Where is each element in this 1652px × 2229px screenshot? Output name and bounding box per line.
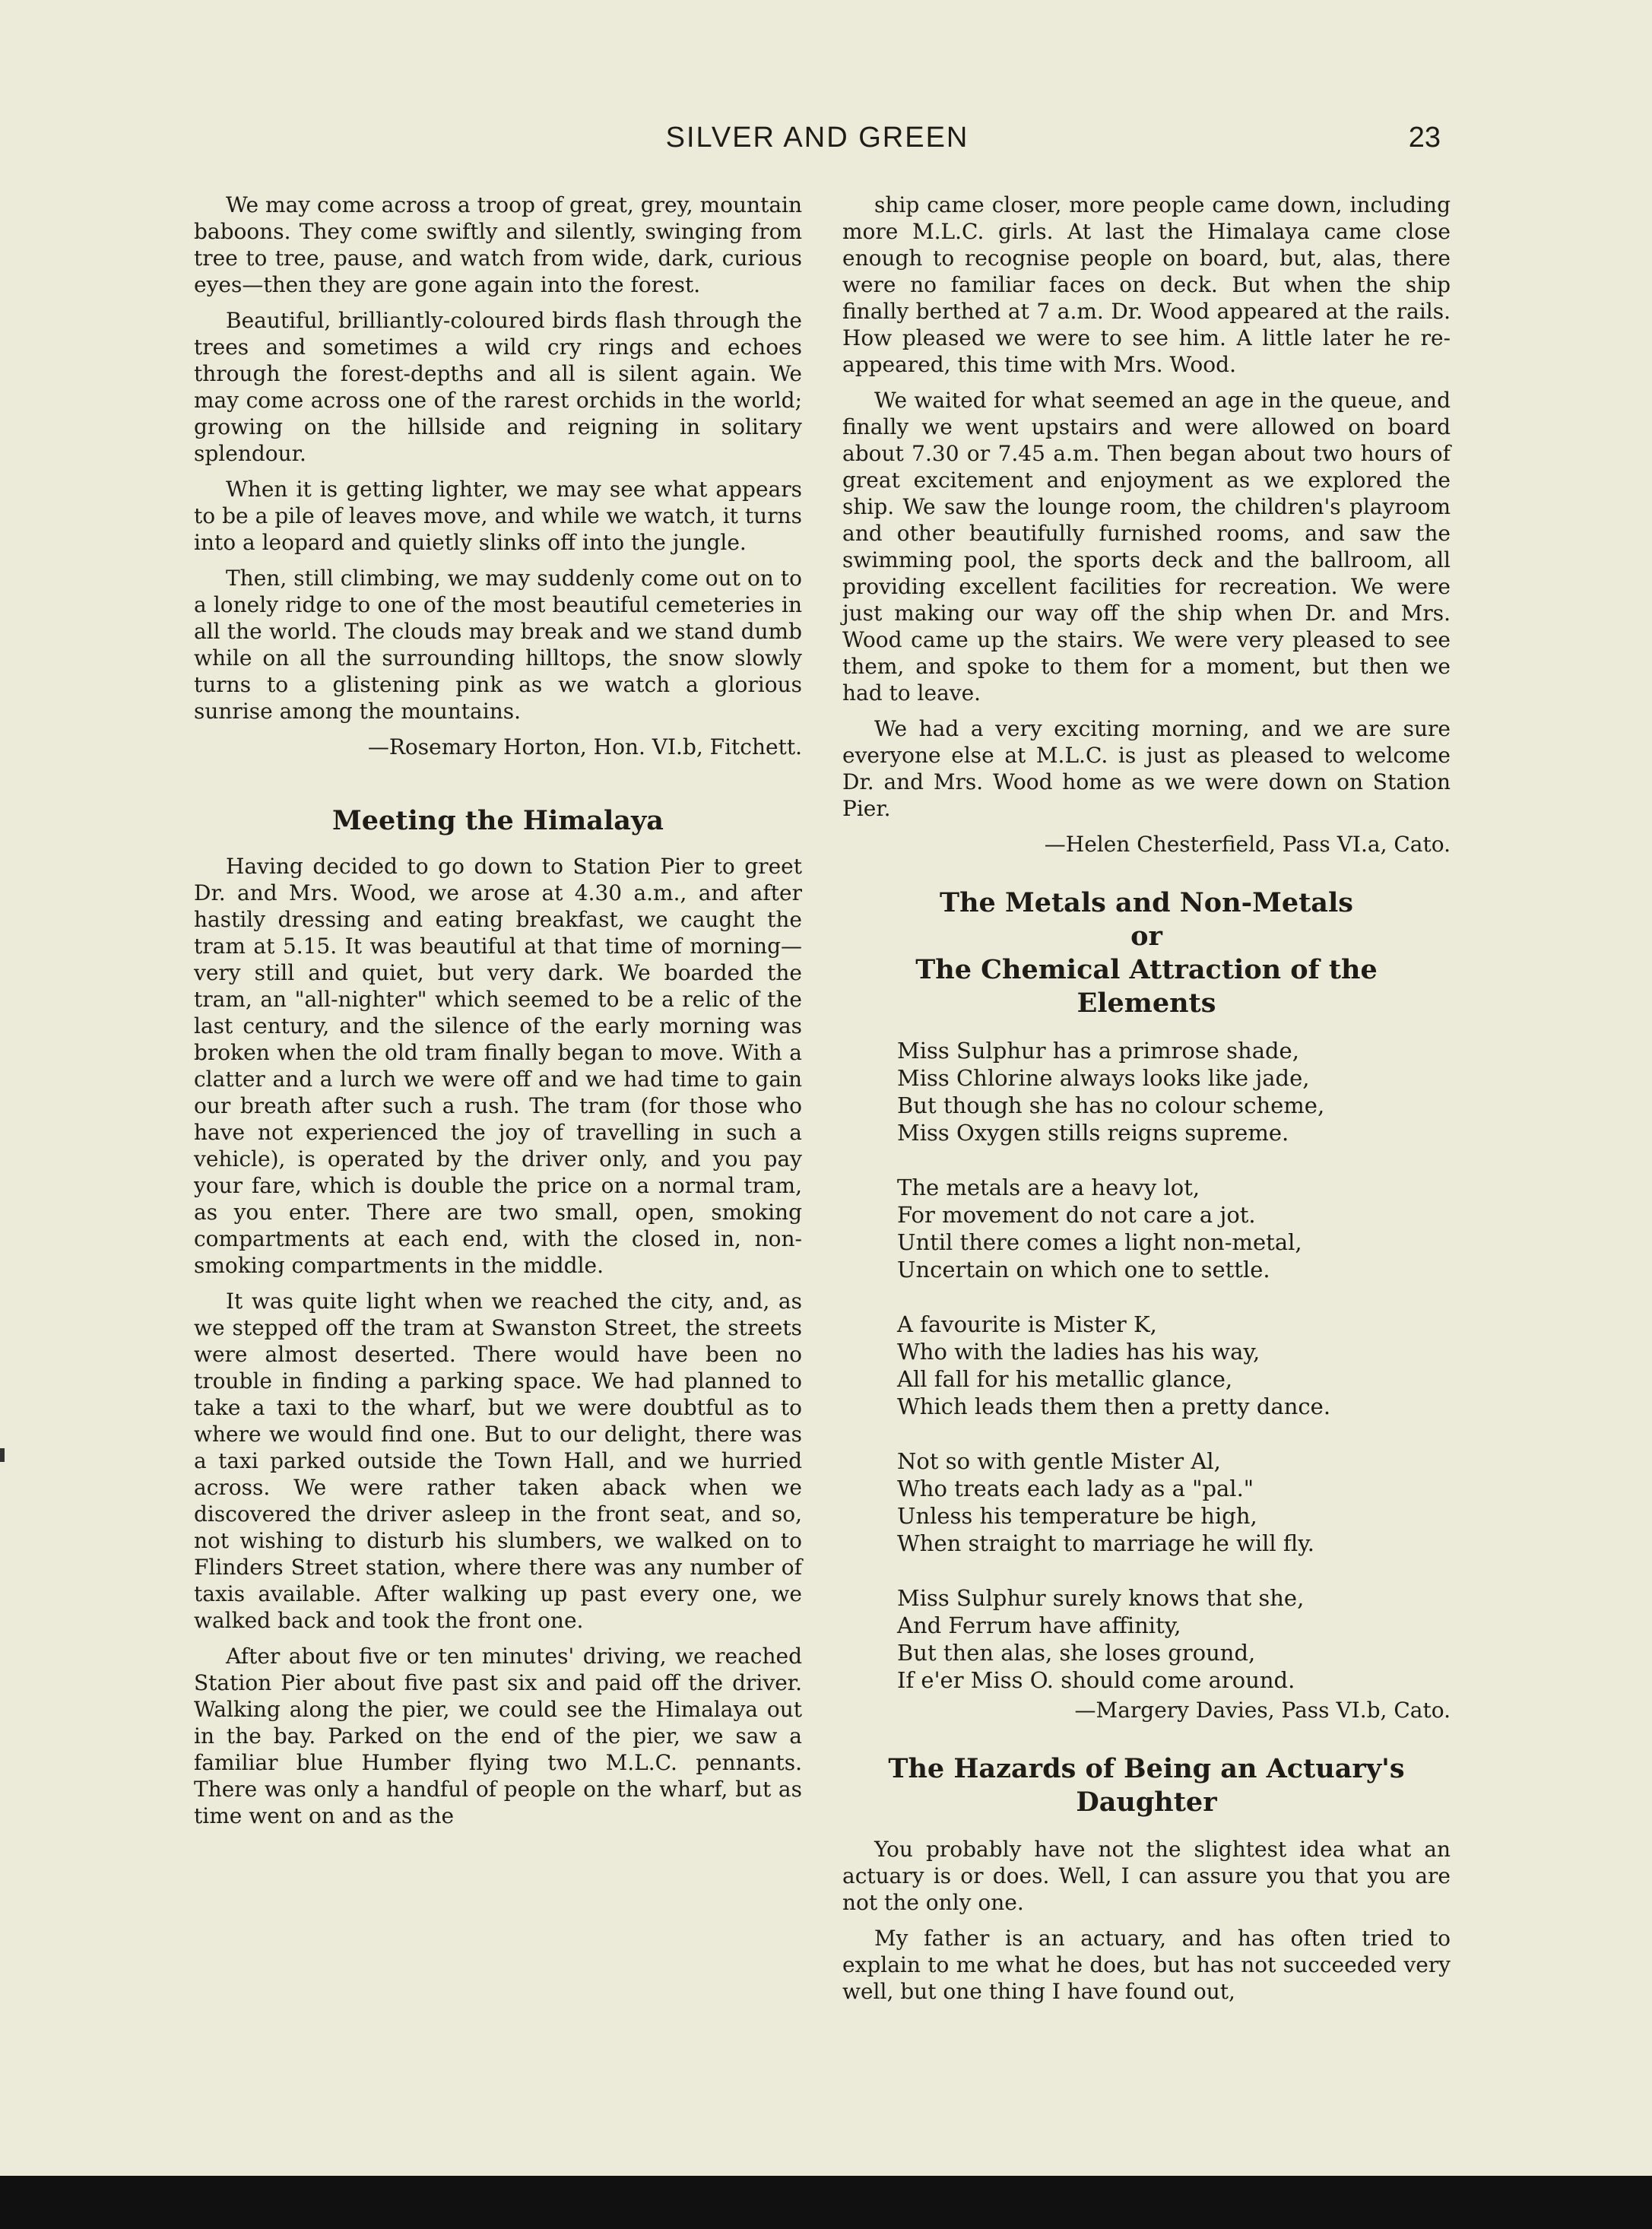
author-signature: —Margery Davies, Pass VI.b, Cato. [1074, 1698, 1451, 1723]
poem-title-line: or [1130, 921, 1162, 952]
poem-line: Unless his temperature be high, [897, 1503, 1257, 1529]
paragraph: Beautiful, brilliantly-coloured birds flash through the trees and sometimes a wild cry rings and echoes through the forest-depths and all is silent again. We may come across one of the rarest orchids in the world; growing on the hillside and reigning in solitary splendour. [194, 308, 802, 466]
poem-line: All fall for his metallic glance, [897, 1366, 1233, 1392]
poem-line: Miss Sulphur has a primrose shade, [897, 1038, 1299, 1064]
paragraph: We may come across a troop of great, grey, mountain baboons. They come swiftly and silently, swinging from tree to tree, pause, and watch from wide, dark, curious eyes—then they are gone again into the forest. [194, 192, 802, 297]
poem-stanza [842, 1447, 1451, 1557]
scan-border [0, 2176, 1652, 2229]
paragraph: ship came closer, more people came down, including more M.L.C. girls. At last the Himalaya came close enough to recognise people on board, but, alas, there were no familiar faces on deck. But when the ship finally berthed at 7 a.m. Dr. Wood appeared at the rails. How pleased we were to see him. A little later he re-appeared, this time with Mrs. Wood. [842, 192, 1451, 377]
poem-title-line: The Chemical Attraction of the [915, 954, 1378, 985]
page-number: 23 [1408, 122, 1441, 154]
left-column [194, 192, 802, 1838]
poem-line: Miss Sulphur surely knows that she, [897, 1585, 1305, 1611]
paragraph: After about five or ten minutes' driving, we reached Station Pier about five past six and paid off the driver. Walking along the pier, we could see the Himalaya out in the bay. Parked on the end of the pier, we saw a familiar blue Humber flying two M.L.C. pennants. There was only a handful of people on the wharf, but as time went on and as the [194, 1644, 802, 1828]
paragraph: It was quite light when we reached the city, and, as we stepped off the tram at Swanston Street, the streets were almost deserted. There would have been no trouble in finding a parking space. We had planned to take a taxi to the wharf, but we were doubtful as to where we would find one. But to our delight, there was a taxi parked outside the Town Hall, and we hurried across. We were rather taken aback when we discovered the driver asleep in the front seat, and so, not wishing to disturb his slumbers, we walked on to Flinders Street station, where there was any number of taxis available. After walking up past every one, we walked back and took the front one. [194, 1289, 802, 1633]
essay-title [842, 1752, 1451, 1819]
poem-stanza [842, 1037, 1451, 1146]
poem-line: The metals are a heavy lot, [897, 1175, 1200, 1200]
paragraph: We had a very exciting morning, and we are sure everyone else at M.L.C. is just as pleased to welcome Dr. and Mrs. Wood home as we were down on Station Pier. [842, 716, 1451, 821]
poem-stanza [842, 1311, 1451, 1420]
paragraph: When it is getting lighter, we may see what appears to be a pile of leaves move, and while we watch, it turns into a leopard and quietly slinks off into the jungle. [194, 477, 802, 555]
poem-line: Uncertain on which one to settle. [897, 1257, 1270, 1283]
poem-line: Who with the ladies has his way, [897, 1339, 1260, 1365]
paragraph: We waited for what seemed an age in the queue, and finally we went upstairs and were allowed on board about 7.30 or 7.45 a.m. Then began about two hours of great excitement and enjoyment as we explored the ship. We saw the lounge room, the children's playroom and other beautifully furnished rooms, and saw the swimming pool, the sports deck and the ballroom, all providing excellent facilities for recreation. We were just making our way off the ship when Dr. and Mrs. Wood came up the stairs. We were very pleased to see them, and spoke to them for a moment, but then we had to leave. [842, 388, 1451, 705]
poem-line: When straight to marriage he will fly. [897, 1530, 1314, 1556]
poem-line: If e'er Miss O. should come around. [897, 1667, 1295, 1693]
poem-line: Miss Chlorine always looks like jade, [897, 1065, 1310, 1091]
poem-line: Miss Oxygen stills reigns supreme. [897, 1120, 1289, 1146]
author-signature: —Rosemary Horton, Hon. VI.b, Fitchett. [367, 734, 802, 759]
poem-title [842, 886, 1451, 1020]
paragraph: Having decided to go down to Station Pier to greet Dr. and Mrs. Wood, we arose at 4.30 a.m., and after hastily dressing and eating breakfast, we caught the tram at 5.15. It was beautiful at that time of morning—very still and quiet, but very dark. We boarded the tram, an "all-nighter" which seemed to be a relic of the last century, and the silence of the early morning was broken when the old tram finally began to move. With a clatter and a lurch we were off and we had time to gain our breath after such a rush. The tram (for those who have not experienced the joy of travelling in such a vehicle), is operated by the driver only, and you pay your fare, which is double the price on a normal tram, as you enter. There are two small, open, smoking compartments at each end, with the closed in, non-smoking compartments in the middle. [194, 854, 802, 1278]
poem-title-line: Elements [1076, 988, 1216, 1019]
poem-line: But though she has no colour scheme, [897, 1092, 1325, 1118]
author-signature: —Helen Chesterfield, Pass VI.a, Cato. [1044, 832, 1451, 857]
paragraph: You probably have not the slightest idea what an actuary is or does. Well, I can assure you that you are not the only one. [842, 1837, 1451, 1915]
margin-mark [0, 1448, 5, 1462]
poem-line: Which leads them then a pretty dance. [897, 1394, 1331, 1419]
running-header: SILVER AND GREEN [665, 122, 969, 154]
essay-title-line: The Hazards of Being an Actuary's [888, 1753, 1405, 1784]
poem-line: A favourite is Mister K, [897, 1311, 1157, 1337]
poem-stanza [842, 1584, 1451, 1694]
article-title: Meeting the Himalaya [332, 805, 664, 836]
right-column [842, 192, 1451, 2014]
essay-title-line: Daughter [1076, 1787, 1217, 1818]
poem-line: Until there comes a light non-metal, [897, 1229, 1302, 1255]
paragraph: Then, still climbing, we may suddenly come out on to a lonely ridge to one of the most beautiful cemeteries in all the world. The clouds may break and we stand dumb while on all the surrounding hilltops, the snow slowly turns to a glistening pink as we watch a glorious sunrise among the mountains. [194, 566, 802, 724]
poem-line: And Ferrum have affinity, [897, 1612, 1181, 1638]
poem-stanza [842, 1174, 1451, 1283]
paragraph: My father is an actuary, and has often tried to explain to me what he does, but has not succeeded very well, but one thing I have found out, [842, 1926, 1451, 2004]
poem-line: For movement do not care a jot. [897, 1202, 1256, 1228]
poem-line: Not so with gentle Mister Al, [897, 1448, 1221, 1474]
poem-title-line: The Metals and Non-Metals [940, 887, 1353, 918]
poem-line: Who treats each lady as a "pal." [897, 1476, 1254, 1501]
poem-line: But then alas, she loses ground, [897, 1640, 1256, 1666]
